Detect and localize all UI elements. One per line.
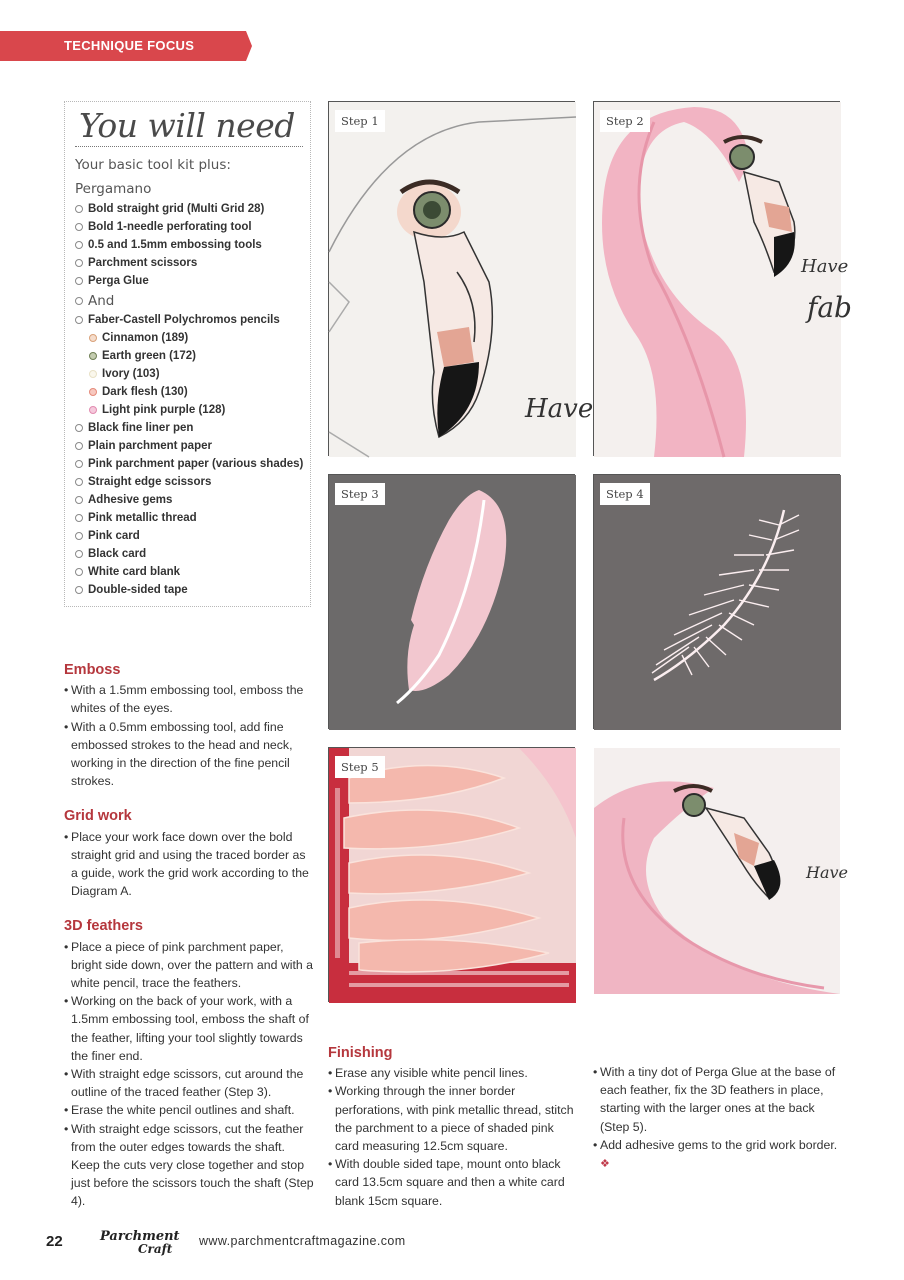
bullet-icon: [75, 241, 83, 249]
color-swatch-icon: [89, 334, 97, 342]
bullet-icon: [75, 205, 83, 213]
title-rule: [75, 146, 303, 147]
bullet-icon: [75, 532, 83, 540]
section-heading-finishing: Finishing: [328, 1045, 393, 1061]
detail-circle-photo: [594, 748, 848, 994]
bullet-icon: [75, 496, 83, 504]
step-label: Step 4: [600, 483, 650, 505]
color-swatch-icon: [89, 388, 97, 396]
list-item: White card blank: [75, 563, 307, 581]
grid-list: [64, 828, 314, 901]
logo-line-1: Parchment: [100, 1229, 180, 1244]
flamingo-detail-illustration: [594, 748, 848, 994]
list-item: Pink card: [75, 527, 307, 545]
feathers-list: [64, 938, 314, 1211]
card-text: Have: [801, 256, 849, 277]
materials-box: [64, 101, 311, 607]
bullet-icon: [75, 277, 83, 285]
emboss-list: [64, 681, 314, 790]
materials-subtitle: Your basic tool kit plus:: [75, 157, 231, 173]
list-item: Adhesive gems: [75, 491, 307, 509]
list-item: • Add adhesive gems to the grid work border. ❖: [593, 1136, 838, 1173]
list-item: Bold straight grid (Multi Grid 28): [75, 200, 307, 218]
materials-title: You will need: [79, 106, 295, 145]
section-heading-emboss: Emboss: [64, 662, 121, 678]
list-item: • Erase any visible white pencil lines.: [328, 1064, 578, 1082]
card-text: Have: [806, 863, 848, 882]
finishing-list: [328, 1064, 578, 1210]
list-item: Pink metallic thread: [75, 509, 307, 527]
photo-step-4: [593, 474, 840, 729]
bullet-icon: [75, 460, 83, 468]
cut-feather-illustration: [594, 475, 841, 730]
flamingo-head-illustration: [329, 102, 594, 457]
finishing-column-2: [593, 1063, 838, 1173]
list-item: • Erase the white pencil outlines and shaft.: [64, 1101, 314, 1119]
photo-step-1: [328, 101, 594, 456]
card-text: Have: [525, 394, 594, 424]
logo-line-2: Craft: [138, 1242, 173, 1256]
step-label: Step 1: [335, 110, 385, 132]
materials-list: [75, 200, 307, 599]
list-item: • With a 0.5mm embossing tool, add fine embossed strokes to the head and neck, working in the direction of the fine pencil strokes.: [64, 718, 314, 791]
list-item: • Working on the back of your work, with a 1.5mm embossing tool, emboss the shaft of the feather, lifting your tool slightly towards the finer end.: [64, 992, 314, 1065]
list-item: • With a 1.5mm embossing tool, emboss the whites of the eyes.: [64, 681, 314, 717]
list-item: • Place your work face down over the bold straight grid and using the traced border as a guide, work the grid work according to the Diagram A.: [64, 828, 314, 901]
finishing-list-2: [593, 1063, 838, 1173]
section-banner: [0, 31, 252, 61]
feather-outline-illustration: [329, 475, 576, 730]
list-item: Plain parchment paper: [75, 437, 307, 455]
list-item: Black fine liner pen: [75, 419, 307, 437]
color-swatch-icon: [89, 406, 97, 414]
bullet-icon: [75, 550, 83, 558]
bullet-icon: [75, 223, 83, 231]
bullet-icon: [75, 316, 83, 324]
list-item: Bold 1-needle perforating tool: [75, 218, 307, 236]
page-number: 22: [46, 1233, 63, 1250]
magazine-logo: [100, 1230, 180, 1256]
step-label: Step 2: [600, 110, 650, 132]
bullet-icon: [75, 259, 83, 267]
bullet-icon: [75, 478, 83, 486]
photo-step-3: [328, 474, 575, 729]
list-item: 0.5 and 1.5mm embossing tools: [75, 236, 307, 254]
list-item: Perga Glue: [75, 272, 307, 290]
finishing-column: [328, 1044, 578, 1210]
instructions-column: [64, 661, 314, 1211]
card-text: fab: [807, 291, 852, 324]
list-item: • With straight edge scissors, cut the feather from the outer edges towards the shaft. Keep the cuts very close together and stop just before the scissors touch the shaft (Step 4).: [64, 1120, 314, 1211]
photo-step-2: [593, 101, 852, 456]
finished-card-illustration: [329, 748, 576, 1003]
list-item: • Working through the inner border perforations, with pink metallic thread, stitch the parchment to a piece of shaded pink card measuring 12.5cm square.: [328, 1082, 578, 1155]
pencil-item: Dark flesh (130): [75, 383, 307, 401]
section-label: TECHNIQUE FOCUS: [64, 38, 195, 53]
color-swatch-icon: [89, 370, 97, 378]
photo-step-5: [328, 747, 575, 1002]
list-item: Parchment scissors: [75, 254, 307, 272]
end-mark-icon: ❖: [600, 1158, 610, 1171]
bullet-icon: [75, 442, 83, 450]
step-label: Step 3: [335, 483, 385, 505]
section-heading-grid-work: Grid work: [64, 808, 132, 825]
bullet-icon: [75, 514, 83, 522]
list-item: • Place a piece of pink parchment paper, bright side down, over the pattern and with a white pencil, trace the feathers.: [64, 938, 314, 993]
group-heading-and: And: [75, 290, 307, 311]
color-swatch-icon: [89, 352, 97, 360]
group-heading-pergamano: Pergamano: [75, 181, 152, 197]
list-item: • With double sided tape, mount onto black card 13.5cm square and then a white card blank 15cm square.: [328, 1155, 578, 1210]
website-url: www.parchmentcraftmagazine.com: [199, 1234, 406, 1248]
flamingo-neck-illustration: [594, 102, 852, 457]
list-item: • With straight edge scissors, cut around the outline of the traced feather (Step 3).: [64, 1065, 314, 1101]
list-item: • With a tiny dot of Perga Glue at the base of each feather, fix the 3D feathers in place, starting with the larger ones at the back (Step 5).: [593, 1063, 838, 1136]
pencil-item: Light pink purple (128): [75, 401, 307, 419]
pencil-item: Cinnamon (189): [75, 329, 307, 347]
list-item: Straight edge scissors: [75, 473, 307, 491]
bullet-icon: [75, 297, 83, 305]
list-item: Black card: [75, 545, 307, 563]
bullet-icon: [75, 568, 83, 576]
bullet-icon: [75, 586, 83, 594]
list-item: Pink parchment paper (various shades): [75, 455, 307, 473]
pencil-item: Earth green (172): [75, 347, 307, 365]
list-item: Faber-Castell Polychromos pencils: [75, 311, 307, 329]
section-heading-3d-feathers: 3D feathers: [64, 918, 143, 935]
step-label: Step 5: [335, 756, 385, 778]
list-item: Double-sided tape: [75, 581, 307, 599]
bullet-icon: [75, 424, 83, 432]
pencil-item: Ivory (103): [75, 365, 307, 383]
